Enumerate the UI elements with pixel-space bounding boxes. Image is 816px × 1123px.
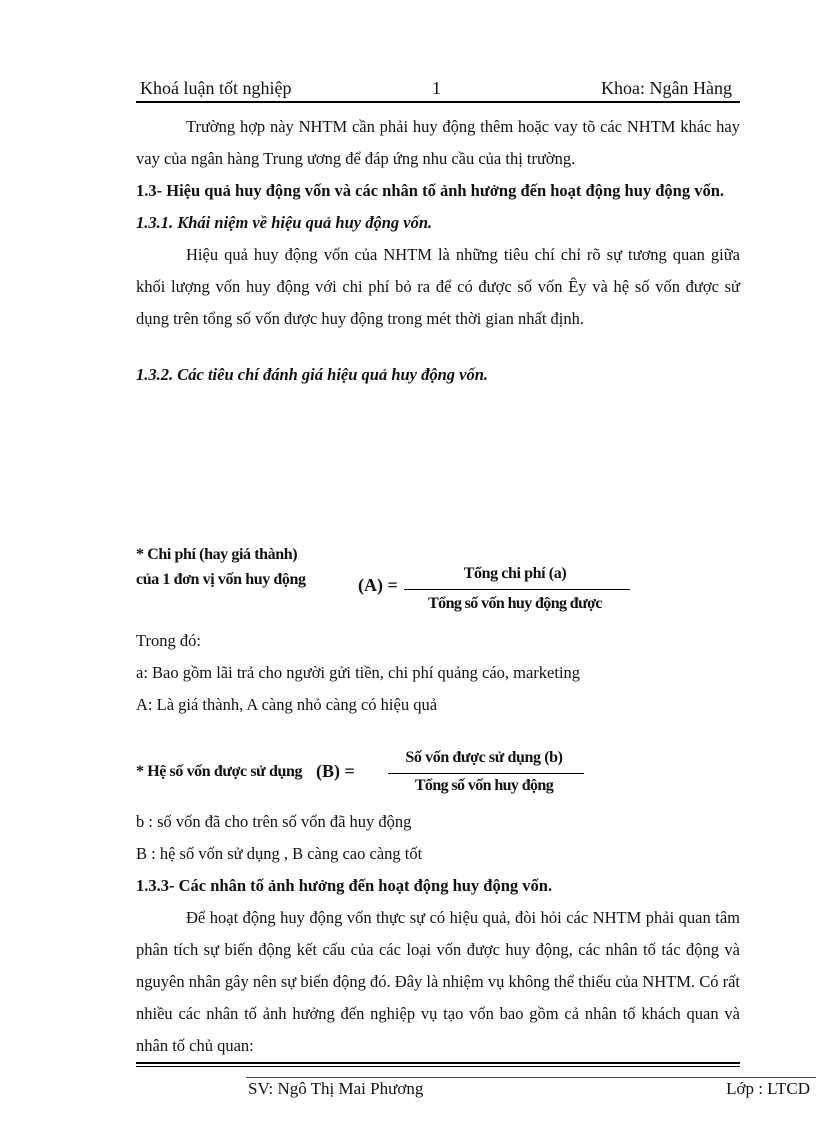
formula-a-label-line2: của 1 đơn vị vốn huy động [136, 571, 306, 588]
footer-student-name: SV: Ngô Thị Mai Phương [248, 1079, 424, 1098]
paragraph-intro: Trường hợp này NHTM cần phải huy động thêm hoặc vay tõ các NHTM khác hay vay của ngân hàng Trung ương để đáp ứng nhu cầu của thị trường. [136, 117, 740, 168]
formula-b-denominator: Tổng số vốn huy động [414, 777, 554, 794]
header-thesis-title: Khoá luận tốt nghiệp [140, 78, 292, 98]
formula-a-notes [136, 625, 740, 721]
formula-a-fraction-bar [404, 589, 630, 590]
trong-do-label: Trong đó: [136, 631, 201, 650]
paragraph-factors: Để hoạt động huy động vốn thực sự có hiệu quả, đòi hỏi các NHTM phải quan tâm phân tích sự biến động kết cấu của các loại vốn được huy động, các nhân tố tác động và nguyên nhân gây nên sự biến động đó. Đây là nhiệm vụ không thể thiếu của NHTM. Có rất nhiều các nhân tố ảnh hưởng đến nghiệp vụ tạo vốn bao gồm cả nhân tố khách quan và nhân tố chủ quan: [136, 908, 740, 1055]
footer-class: Lớp : LTCD [726, 1079, 810, 1098]
formula-cost-per-unit [136, 543, 656, 619]
section-1-3-3 [136, 806, 740, 1062]
heading-1-3-3: 1.3.3- Các nhân tố ảnh hưởng đến hoạt động huy động vốn. [136, 876, 553, 895]
footer-rule-top [246, 1077, 816, 1078]
formula-a-denominator: Tổng số vốn huy động được [428, 595, 602, 612]
note-B: B : hệ số vốn sử dụng , B càng cao càng tốt [136, 844, 423, 863]
page-number: 1 [432, 78, 441, 98]
main-body [136, 111, 740, 391]
header-rule [136, 101, 740, 103]
heading-1-3: 1.3- Hiệu quả huy động vốn và các nhân tố ảnh hưởng đến hoạt động huy động vốn. [136, 181, 725, 200]
heading-1-3-1: 1.3.1. Khái niệm về hiệu quả huy động vốn. [136, 213, 433, 232]
formula-b-numerator: Số vốn được sử dụng (b) [405, 749, 563, 766]
heading-1-3-2: 1.3.2. Các tiêu chí đánh giá hiệu quả huy động vốn. [136, 365, 489, 384]
formula-a-label-line1: * Chi phí (hay giá thành) [136, 546, 298, 563]
formula-b-fraction-bar [388, 773, 584, 774]
footer-rule-thin [136, 1066, 740, 1067]
page-footer [246, 1079, 816, 1103]
formula-b-label: * Hệ số vốn được sử dụng [136, 763, 303, 780]
formula-a-variable: (A) = [358, 575, 398, 595]
formula-capital-usage-ratio [136, 747, 656, 803]
formula-a-numerator: Tổng chi phí (a) [463, 565, 567, 582]
page-header [140, 74, 740, 102]
note-b: b : số vốn đã cho trên số vốn đã huy động [136, 812, 412, 831]
formula-b-variable: (B) = [316, 761, 355, 781]
footer-rule-thick [136, 1062, 740, 1064]
note-a: a: Bao gồm lãi trả cho người gửi tiền, chi phí quảng cáo, marketing [136, 663, 581, 682]
note-A: A: Là giá thành, A càng nhỏ càng có hiệu quả [136, 695, 438, 714]
header-faculty: Khoa: Ngân Hàng [601, 78, 732, 98]
paragraph-definition: Hiệu quả huy động vốn của NHTM là những tiêu chí chỉ rõ sự tương quan giữa khối lượng vốn huy động với chi phí bỏ ra để có được số vốn Êy và hệ số vốn được sử dụng trên tổng số vốn được huy động trong mét thời gian nhất định. [136, 245, 740, 328]
